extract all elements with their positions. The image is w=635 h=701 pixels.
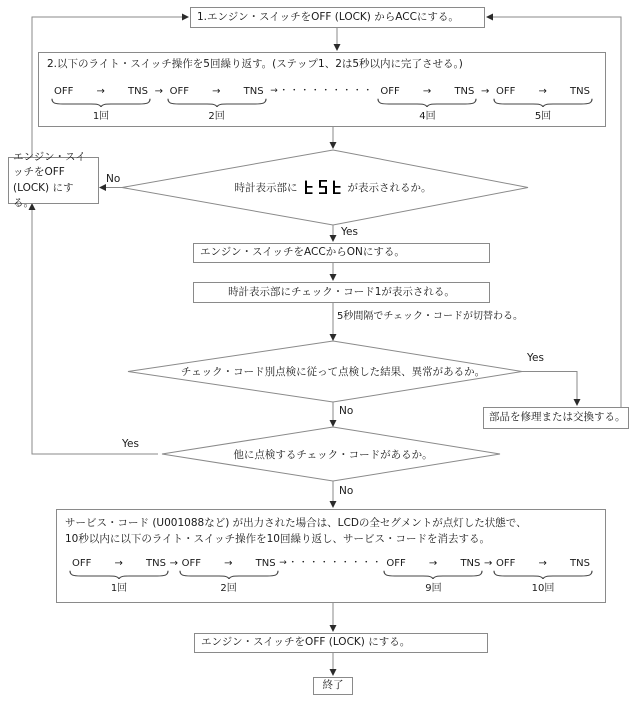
- process-step2-title: 2.以下のライト・スイッチ操作を5回繰り返す。(ステップ1、2は5秒以内に完了させる。): [47, 58, 463, 70]
- tns-label: TNS: [146, 558, 166, 570]
- process-repair: [483, 407, 629, 429]
- switch-group: [167, 85, 267, 123]
- arrow-into-end: [330, 669, 337, 676]
- off-label: OFF: [181, 558, 201, 570]
- arrow-glyph: →: [224, 558, 233, 570]
- off-label: OFF: [496, 558, 516, 570]
- arrow-into-final: [330, 625, 337, 632]
- d1-yes-label: Yes: [341, 226, 358, 238]
- count-label: 9回: [425, 583, 442, 595]
- tns-label: TNS: [243, 85, 264, 97]
- seven-segment-tst-display: [305, 180, 341, 195]
- switch-sequence-10: [65, 557, 597, 595]
- arrow-glyph: →: [96, 85, 105, 97]
- arrow-glyph: →: [212, 85, 221, 97]
- d2-no-label: No: [339, 405, 354, 417]
- process-engine-off-loop-label: エンジン・スイッチをOFF (LOCK) にする。: [13, 151, 86, 209]
- service-line1: サービス・コード (U001088など) が出力された場合は、LCDの全セグメントが点灯した状態で、: [65, 517, 527, 529]
- decision-tst-suffix: が表示されるか。: [347, 181, 432, 194]
- process-engine-off-final-label: エンジン・スイッチをOFF (LOCK) にする。: [201, 636, 411, 649]
- arrow-glyph: →: [422, 85, 432, 97]
- switch-group: [493, 557, 593, 595]
- switch-group: [383, 557, 483, 595]
- terminator-end-label: 終了: [322, 679, 344, 692]
- tns-label: TNS: [128, 85, 148, 97]
- switch-group: [51, 85, 151, 123]
- interval-note: 5秒間隔でチェック・コードが切替わる。: [337, 311, 524, 322]
- arrow-into-checkcode: [330, 274, 337, 281]
- switch-group: [493, 85, 593, 123]
- arrow-into-d1: [330, 142, 337, 149]
- process-check-code: [193, 282, 490, 303]
- arrow-into-step2: [334, 44, 341, 51]
- process-step1-label: 1.エンジン・スイッチをOFF (LOCK) からACCにする。: [197, 10, 459, 23]
- arrow-glyph: →: [428, 558, 438, 570]
- tns-label: TNS: [454, 85, 475, 97]
- tns-label: TNS: [570, 85, 590, 97]
- off-label: OFF: [386, 558, 406, 570]
- arrow-into-repair: [574, 399, 581, 406]
- off-label: OFF: [72, 558, 92, 570]
- arrow-into-step1-left: [182, 14, 189, 21]
- terminator-end: [313, 677, 353, 695]
- switch-sequence-5: [47, 85, 597, 123]
- service-line2: 10秒以内に以下のライト・スイッチ操作を10回繰り返し、サービス・コードを消去する。: [65, 532, 490, 545]
- underbrace: [493, 98, 593, 107]
- d2-yes-label: Yes: [527, 352, 544, 364]
- arrow-into-service: [330, 501, 337, 508]
- count-label: 1回: [92, 110, 110, 122]
- line-d2-yes: [522, 372, 577, 400]
- d3-no-label: No: [339, 485, 354, 497]
- off-label: OFF: [54, 85, 74, 97]
- underbrace: [167, 98, 267, 107]
- arrow-glyph: →: [169, 558, 178, 570]
- underbrace: [69, 570, 169, 579]
- arrow-glyph: →: [279, 558, 289, 569]
- decision-more-codes-text: 他に点検するチェック・コードがあるか。: [233, 448, 433, 461]
- arrow-into-accon: [330, 235, 337, 242]
- arrow-glyph: →: [154, 85, 163, 97]
- underbrace: [179, 570, 279, 579]
- switch-group: [179, 557, 279, 595]
- ellipsis-dots: ・・・・・・・・・: [279, 85, 374, 96]
- arrow-glyph: →: [484, 558, 493, 570]
- count-label: 2回: [220, 583, 237, 595]
- arrow-into-step1-right: [486, 14, 493, 21]
- arrow-into-leftbox-right: [99, 184, 106, 191]
- process-step2: [38, 52, 606, 127]
- decision-tst-text: [165, 173, 501, 201]
- switch-group: [377, 85, 477, 123]
- decision-tst-prefix: 時計表示部に: [234, 181, 298, 194]
- tns-label: TNS: [255, 558, 276, 570]
- decision-abnormal-text: チェック・コード別点検に従って点検した結果、異常があるか。: [180, 366, 486, 378]
- process-repair-label: 部品を修理または交換する。: [489, 411, 626, 424]
- off-label: OFF: [496, 85, 516, 97]
- arrow-into-d2: [330, 334, 337, 341]
- arrow-glyph: →: [538, 85, 547, 97]
- count-label: 1回: [110, 583, 128, 595]
- underbrace: [51, 98, 151, 107]
- arrow-into-d3: [330, 420, 337, 427]
- arrow-glyph: →: [270, 85, 280, 96]
- underbrace: [383, 570, 483, 579]
- process-engine-off-loop: [8, 151, 99, 209]
- off-label: OFF: [169, 85, 189, 97]
- count-label: 2回: [208, 110, 225, 122]
- count-label: 5回: [534, 110, 552, 122]
- tns-label: TNS: [570, 558, 590, 570]
- arrow-glyph: →: [114, 558, 123, 570]
- process-check-code-label: 時計表示部にチェック・コード1が表示される。: [228, 285, 455, 298]
- process-acc-to-on-label: エンジン・スイッチをACCからONにする。: [200, 246, 405, 259]
- d3-yes-label: Yes: [122, 438, 139, 450]
- count-label: 10回: [531, 583, 555, 595]
- arrow-glyph: →: [538, 558, 547, 570]
- process-step1: [190, 7, 485, 28]
- switch-group: [69, 557, 169, 595]
- underbrace: [493, 570, 593, 579]
- count-label: 4回: [419, 110, 436, 122]
- d1-no-label: No: [106, 173, 121, 185]
- underbrace: [377, 98, 477, 107]
- off-label: OFF: [380, 85, 400, 97]
- process-service-code: [56, 509, 606, 603]
- process-engine-off-final: [194, 633, 488, 653]
- tns-label: TNS: [460, 558, 481, 570]
- line-d3-yes-loop: [32, 210, 158, 454]
- ellipsis-dots: ・・・・・・・・・: [288, 558, 383, 569]
- arrow-glyph: →: [481, 85, 490, 97]
- process-acc-to-on: [193, 243, 490, 263]
